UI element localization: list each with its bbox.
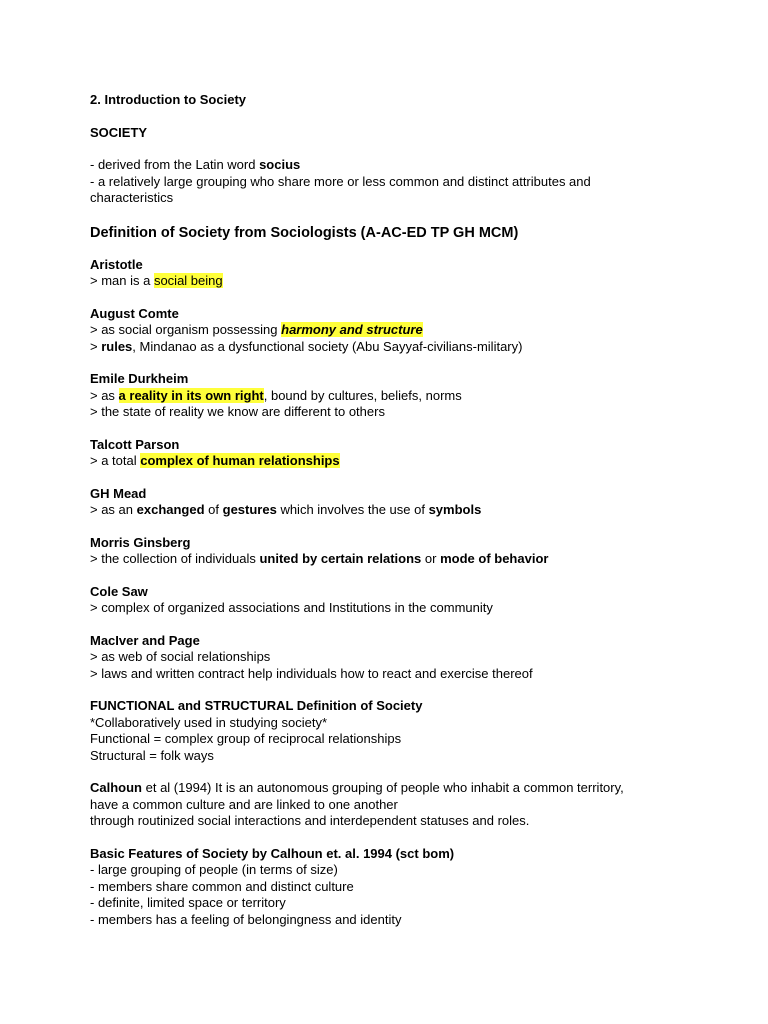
maciver-line-1: > as web of social relationships	[90, 649, 271, 664]
aristotle-name: Aristotle	[90, 256, 143, 272]
maciver-name: MacIver and Page	[90, 632, 200, 648]
calhoun-line-3: through routinized social interactions and interdependent statuses and roles.	[90, 813, 530, 828]
text: > man is a	[90, 273, 154, 288]
text: > as	[90, 387, 119, 403]
text: of	[204, 502, 223, 517]
saw-name: Cole Saw	[90, 583, 148, 599]
functional-line-2: Functional = complex group of reciprocal relationships	[90, 731, 402, 746]
term-socius: socius	[259, 157, 301, 172]
text: , bound by cultures, beliefs, norms	[263, 387, 462, 403]
text: > as social organism possessing	[90, 322, 282, 337]
term-symbols: symbols	[428, 502, 482, 517]
text: > as an	[90, 502, 137, 517]
functional-heading: FUNCTIONAL and STRUCTURAL Definition of Society	[90, 698, 423, 713]
aristotle-line-1	[90, 273, 680, 290]
document-page	[90, 92, 680, 928]
term-rules: rules	[101, 338, 133, 354]
functional-line-1: *Collaboratively used in studying society*	[90, 714, 328, 730]
definition-heading: Definition of Society from Sociologists (A-AC-ED TP GH MCM)	[90, 224, 519, 241]
ginsberg-name: Morris Ginsberg	[90, 534, 191, 550]
features-item: - members has a feeling of belongingness and identity	[90, 911, 402, 927]
parson-name: Talcott Parson	[90, 436, 180, 452]
text: , Mindanao as a dysfunctional society (Abu Sayyaf-civilians-military)	[132, 338, 523, 354]
highlight-reality: a reality in its own right	[118, 387, 264, 403]
calhoun-name: Calhoun	[90, 780, 142, 795]
maciver-line-2: > laws and written contract help individuals how to react and exercise thereof	[90, 665, 533, 681]
durkheim-line-1	[90, 388, 680, 405]
durkheim-name: Emile Durkheim	[90, 371, 189, 386]
comte-line-2	[90, 339, 680, 356]
text: which involves the use of	[276, 502, 429, 517]
features-item: - members share common and distinct culture	[90, 878, 354, 894]
society-line-3: characteristics	[90, 190, 174, 205]
text: - derived from the Latin word	[90, 157, 260, 172]
society-line-2: - a relatively large grouping who share more or less common and distinct attributes and	[90, 173, 591, 189]
comte-line-1	[90, 322, 680, 339]
features-heading: Basic Features of Society by Calhoun et. al. 1994 (sct bom)	[90, 845, 455, 861]
term-united: united by certain relations	[259, 551, 422, 566]
features-item: - definite, limited space or territory	[90, 895, 286, 910]
calhoun-line-2: have a common culture and are linked to one another	[90, 796, 398, 812]
ginsberg-line-1	[90, 551, 680, 568]
mead-name: GH Mead	[90, 485, 147, 501]
society-line-1	[90, 157, 680, 174]
text: or	[421, 551, 441, 566]
term-gestures: gestures	[222, 502, 277, 517]
functional-line-3: Structural = folk ways	[90, 747, 214, 763]
features-item: - large grouping of people (in terms of size)	[90, 862, 338, 877]
highlight-harmony: harmony and structure	[281, 322, 423, 337]
term-mode: mode of behavior	[440, 551, 549, 566]
text: > the collection of individuals	[90, 551, 260, 566]
durkheim-line-2: > the state of reality we know are different to others	[90, 404, 385, 419]
calhoun-line-1	[90, 780, 680, 797]
highlight-complex: complex of human relationships	[140, 453, 340, 468]
document-title: 2. Introduction to Society	[90, 92, 247, 107]
term-exchanged: exchanged	[136, 502, 205, 517]
comte-name: August Comte	[90, 305, 179, 321]
society-heading: SOCIETY	[90, 124, 148, 140]
saw-line-1: > complex of organized associations and Institutions in the community	[90, 600, 493, 615]
parson-line-1	[90, 453, 680, 470]
text: > a total	[90, 453, 141, 468]
mead-line-1	[90, 502, 680, 519]
highlight-social-being: social being	[153, 273, 223, 288]
text: et al (1994) It is an autonomous grouping of people who inhabit a common territory,	[142, 780, 624, 795]
text: >	[90, 338, 102, 354]
